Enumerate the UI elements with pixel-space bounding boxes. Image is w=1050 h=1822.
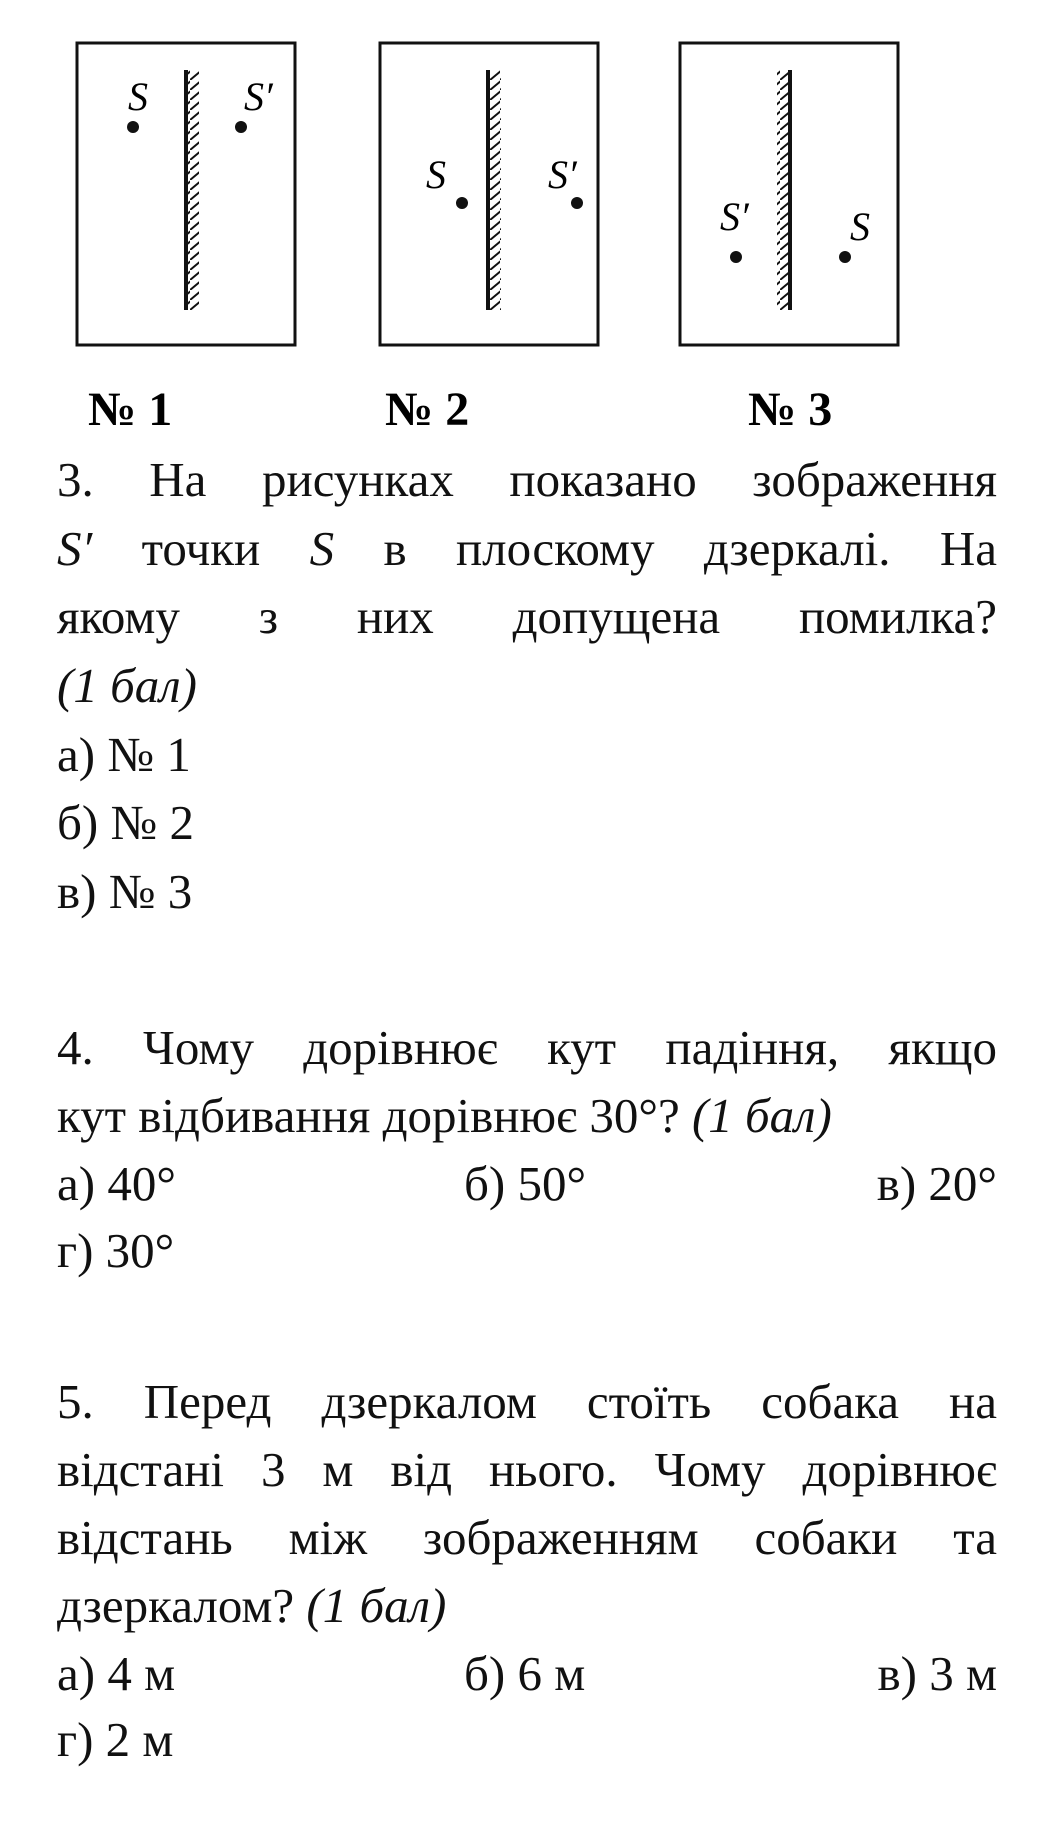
point-s	[127, 121, 139, 133]
q4-option-d[interactable]: г) 30°	[57, 1223, 175, 1278]
point-s-prime	[730, 251, 742, 263]
q5-line-1: 5. Перед дзеркалом стоїть собака на	[57, 1374, 997, 1429]
panel-caption: № 1	[88, 383, 173, 436]
q3-option-a[interactable]: а) № 1	[57, 727, 191, 782]
q3-line-2	[57, 515, 997, 583]
point-s	[839, 251, 851, 263]
q5-points: (1 бал)	[306, 1578, 447, 1633]
q3-points: (1 бал)	[57, 658, 197, 713]
q4-option-b[interactable]: б) 50°	[464, 1156, 587, 1211]
q5-option-b[interactable]: б) 6 м	[464, 1646, 586, 1701]
point-s-prime	[235, 121, 247, 133]
q4-line-1: 4. Чому дорівнює кут падіння, якщо	[57, 1020, 997, 1075]
q5-line-3: відстань між зображенням собаки та	[57, 1510, 997, 1565]
mirror-hatch	[777, 70, 789, 310]
label-s-prime: S′	[548, 152, 577, 197]
label-s: S	[850, 204, 870, 249]
panel-caption: № 2	[385, 383, 470, 436]
q5-option-a[interactable]: а) 4 м	[57, 1646, 176, 1701]
q5-line-2: відстані 3 м від нього. Чому дорівнює	[57, 1442, 997, 1497]
q3-option-c[interactable]: в) № 3	[57, 864, 193, 919]
label-s: S	[128, 74, 148, 119]
q3-s: S	[309, 521, 335, 576]
q3-text: точки	[141, 521, 261, 576]
q4-option-c[interactable]: в) 20°	[876, 1156, 997, 1211]
q5-option-d[interactable]: г) 2 м	[57, 1712, 174, 1767]
label-s-prime: S′	[244, 74, 273, 119]
q4-text: кут відбивання дорівнює 30°?	[57, 1088, 680, 1143]
panel-3	[680, 43, 898, 436]
panel-caption: № 3	[748, 383, 833, 436]
q4-points: (1 бал)	[691, 1088, 832, 1143]
mirror-hatch	[489, 70, 501, 310]
q4-line-2	[57, 1082, 997, 1150]
point-s	[456, 197, 468, 209]
mirror-hatch	[187, 70, 199, 310]
q3-line-1: 3. На рисунках показано зображення	[57, 452, 997, 507]
panel-2	[380, 43, 598, 436]
q3-option-b[interactable]: б) № 2	[57, 795, 194, 850]
q5-option-c[interactable]: в) 3 м	[877, 1646, 997, 1701]
label-s-prime: S′	[720, 194, 749, 239]
q5-line-4	[57, 1572, 997, 1640]
q5-text: дзеркалом?	[57, 1578, 295, 1633]
q4-option-a[interactable]: а) 40°	[57, 1156, 176, 1211]
q3-text: в плоскому дзеркалі. На	[383, 521, 998, 576]
q3-line-3: якому з них допущена помилка?	[57, 589, 997, 644]
label-s: S	[426, 152, 446, 197]
q3-s-prime: S′	[57, 521, 93, 576]
panel-1	[77, 43, 295, 436]
point-s-prime	[571, 197, 583, 209]
mirror-figure	[0, 0, 1050, 440]
